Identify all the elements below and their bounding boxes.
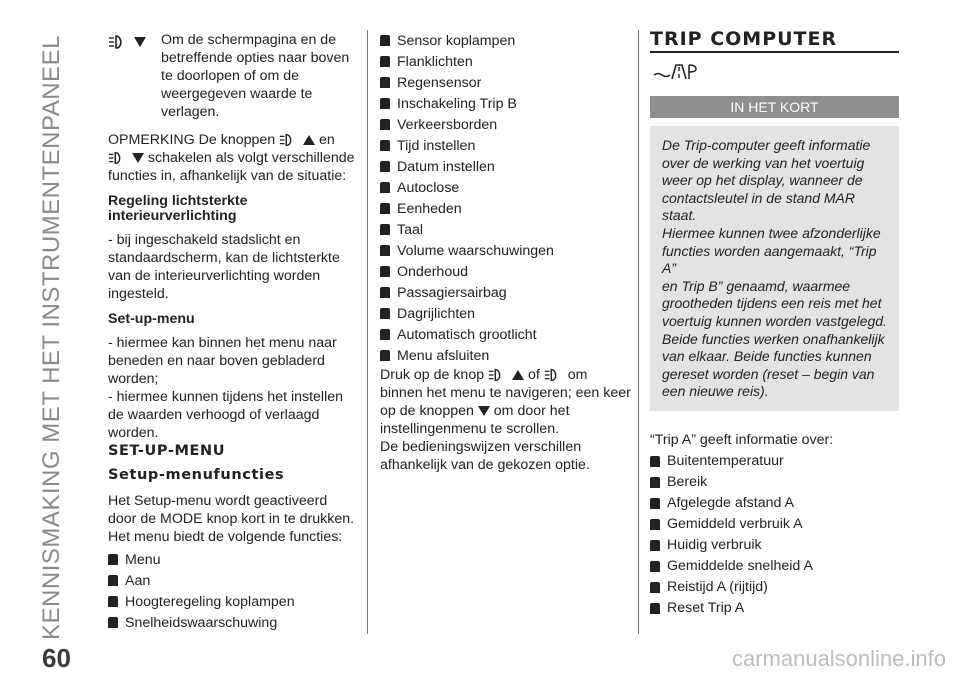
list-item-label: Automatisch grootlicht (397, 326, 537, 343)
heading-regeling (108, 194, 358, 224)
text-line: - hiermee kan binnen het menu naar (108, 335, 337, 351)
druk-om: om (567, 367, 588, 383)
note-en: en (319, 132, 335, 148)
text-line: van de interieurverlichting worden (108, 268, 321, 284)
text-line: binnen het menu te navigeren; een keer (380, 385, 631, 401)
text-line: de waarden verhoogd of verlaagd (108, 407, 320, 423)
heading-line: Regeling lichtsterkte (108, 193, 248, 209)
heading-line: interieurverlichting (108, 208, 237, 224)
bullet-icon (380, 98, 390, 109)
list-item-label: Reset Trip A (667, 600, 745, 617)
list-item-label: Huidig verbruik (667, 537, 762, 554)
list-item-label: Menu (125, 551, 161, 568)
list-item (380, 261, 632, 282)
bullet-icon (650, 519, 660, 530)
bullet-icon (380, 56, 390, 67)
bullet-icon (650, 540, 660, 551)
list-item (650, 535, 899, 556)
kort-box (650, 126, 899, 411)
triangle-down-icon (132, 153, 144, 163)
text-line: - bij ingeschakeld stadslicht en (108, 232, 301, 248)
list-item (380, 303, 632, 324)
intro-line: Om de schermpagina en de (161, 32, 337, 48)
intro-line: weergegeven waarde te (161, 86, 313, 102)
text-line: gereset worden (reset – begin van (662, 365, 875, 382)
note-block (108, 131, 358, 185)
text-line: ingesteld. (108, 286, 169, 302)
title-rule (650, 51, 899, 53)
column-1 (108, 31, 358, 633)
list-item (650, 472, 899, 493)
setup-text (108, 334, 358, 442)
bullet-icon (650, 456, 660, 467)
headlight-icon (279, 133, 299, 147)
headlight-icon (488, 368, 508, 382)
bullet-icon (108, 596, 118, 607)
druk-prefix: Druk op de knop (380, 367, 485, 383)
list-item-label: Tijd instellen (397, 137, 476, 154)
list-item-label: Onderhoud (397, 263, 468, 280)
bullet-icon (650, 498, 660, 509)
list-item (108, 612, 358, 633)
list-item (380, 345, 632, 366)
druk-knoppen: op de knoppen (380, 403, 474, 419)
bullet-icon (380, 161, 390, 172)
text-line: en Trip B” genaamd, waarmee (662, 277, 851, 294)
triangle-down-icon (478, 406, 490, 416)
list-item-label: Afgelegde afstand A (667, 495, 795, 512)
list-item (380, 219, 632, 240)
list-item-label: Datum instellen (397, 158, 495, 175)
list-item (380, 282, 632, 303)
list-item-label: Dagrijlichten (397, 305, 476, 322)
setup-list (108, 549, 358, 633)
bullet-icon (108, 617, 118, 628)
bullet-icon (380, 287, 390, 298)
bullet-icon (380, 350, 390, 361)
list-item (650, 556, 899, 577)
text-line: over de werking van het voertuig (662, 154, 865, 171)
text-line: functies worden aangemaakt, “Trip A” (662, 242, 877, 277)
triangle-down-icon (134, 37, 146, 47)
headlight-icon (108, 35, 130, 49)
text-line: beneden en naar boven gebladerd (108, 353, 325, 369)
menu-list (380, 30, 632, 366)
bullet-icon (650, 582, 660, 593)
text-line: Beide functies werken onafhankelijk (662, 330, 885, 347)
intro-block (108, 31, 358, 121)
column-divider-1 (367, 30, 368, 634)
druk-block (380, 366, 632, 474)
text-line: Het Setup-menu wordt geactiveerd (108, 493, 328, 509)
list-item-label: Snelheidswaarschuwing (125, 614, 278, 631)
list-item-label: Sensor koplampen (397, 32, 516, 49)
list-item-label: Passagiersairbag (397, 284, 507, 301)
druk-of: of (527, 367, 540, 383)
text-line: contactsleutel in de stand MAR staat. (662, 189, 855, 224)
list-item (108, 549, 358, 570)
list-item (380, 93, 632, 114)
text-line: De bedieningswijzen verschillen (380, 439, 582, 455)
list-item-label: Hoogteregeling koplampen (125, 593, 295, 610)
heading-setup-functies: Setup-menufuncties (108, 467, 285, 483)
list-item-label: Menu afsluiten (397, 347, 490, 364)
text-line: door de MODE knop kort in te drukken. (108, 511, 355, 527)
list-item-label: Bereik (667, 474, 708, 491)
text-line: worden; (108, 371, 159, 387)
list-item-label: Verkeersborden (397, 116, 498, 133)
list-item (380, 198, 632, 219)
list-item-label: Autoclose (397, 179, 460, 196)
list-item-label: Buitentemperatuur (667, 453, 784, 470)
bullet-icon (380, 329, 390, 340)
list-item (650, 598, 899, 619)
list-item (380, 51, 632, 72)
list-item (108, 591, 358, 612)
list-item-label: Gemiddeld verbruik A (667, 516, 803, 533)
bullet-icon (650, 603, 660, 614)
text-line: van elkaar. Beide functies kunnen (662, 348, 872, 365)
heading-setup: Set-up-menu (108, 311, 195, 327)
druk-door: om door het (493, 403, 570, 419)
list-item (650, 514, 899, 535)
bullet-icon (650, 477, 660, 488)
text-line: De Trip-computer geeft informatie (662, 137, 871, 153)
list-item-label: Aan (125, 572, 151, 589)
note-rest: schakelen als volgt verschillende (147, 150, 355, 166)
list-item (380, 177, 632, 198)
list-item (650, 493, 899, 514)
list-item-label: Gemiddelde snelheid A (667, 558, 813, 575)
bullet-icon (380, 140, 390, 151)
text-line: standaardscherm, kan de lichtsterkte (108, 250, 340, 266)
list-item-label: Flanklichten (397, 53, 473, 70)
watermark: carmanualsonline.info (731, 646, 946, 671)
list-item (108, 570, 358, 591)
list-item (380, 72, 632, 93)
trip-computer-title: TRIP COMPUTER (650, 28, 838, 50)
triangle-up-icon (303, 135, 315, 145)
page-number: 60 (42, 643, 71, 673)
text-line: instellingenmenu te scrollen. (380, 421, 560, 437)
headlight-icon (544, 368, 564, 382)
bullet-icon (380, 266, 390, 277)
text-line: weer op het display, wanneer de (662, 172, 863, 189)
note-last: functies in, afhankelijk van de situatie: (108, 168, 347, 184)
note-prefix: OPMERKING De knoppen (108, 132, 276, 148)
column-divider-2 (638, 30, 639, 634)
list-item (380, 135, 632, 156)
heading-setup-menu: SET-UP-MENU (108, 443, 226, 459)
bullet-icon (380, 203, 390, 214)
list-item (650, 577, 899, 598)
list-item (650, 451, 899, 472)
intro-line: verlagen. (161, 104, 220, 120)
list-item (380, 240, 632, 261)
text-line: Het menu biedt de volgende functies: (108, 529, 343, 545)
bullet-icon (108, 554, 118, 565)
list-item-label: Inschakeling Trip B (397, 95, 517, 112)
text-line: grootheden tijdens een reis met het (662, 295, 882, 312)
list-item-label: Taal (397, 221, 424, 238)
list-item-label: Regensensor (397, 74, 482, 91)
setup-intro (108, 492, 358, 546)
text-line: voertuig kunnen worden vastgelegd. (662, 312, 887, 329)
trip-computer-icon (652, 63, 698, 81)
list-item-label: Eenheden (397, 200, 462, 217)
list-item (380, 324, 632, 345)
bullet-icon (380, 119, 390, 130)
text-line: Hiermee kunnen twee afzonderlijke (662, 224, 881, 241)
bullet-icon (650, 561, 660, 572)
list-item (380, 30, 632, 51)
list-item (380, 114, 632, 135)
column-3 (650, 30, 899, 619)
bullet-icon (380, 224, 390, 235)
bullet-icon (380, 308, 390, 319)
trip-list (650, 451, 899, 619)
list-item (380, 156, 632, 177)
triangle-up-icon (512, 370, 524, 380)
bullet-icon (380, 245, 390, 256)
column-2 (380, 30, 632, 474)
headlight-icon (108, 151, 128, 165)
bullet-icon (380, 77, 390, 88)
intro-line: betreffende opties naar boven (161, 50, 350, 66)
intro-line: te doorlopen of om de (161, 68, 300, 84)
list-item-label: Reistijd A (rijtijd) (667, 579, 768, 596)
bullet-icon (380, 182, 390, 193)
kort-header: IN HET KORT (650, 96, 899, 118)
list-item-label: Volume waarschuwingen (397, 242, 554, 259)
trip-intro: “Trip A” geeft informatie over: (650, 431, 834, 448)
sidebar-title: KENNISMAKING MET HET INSTRUMENTENPANEEL (38, 35, 65, 640)
bullet-icon (108, 575, 118, 586)
text-line: afhankelijk van de gekozen optie. (380, 457, 590, 473)
bullet-icon (380, 35, 390, 46)
text-line: - hiermee kunnen tijdens het instellen (108, 389, 344, 405)
text-line: een nieuwe reis). (662, 383, 769, 400)
text-line: worden. (108, 425, 159, 441)
regeling-text (108, 231, 358, 303)
